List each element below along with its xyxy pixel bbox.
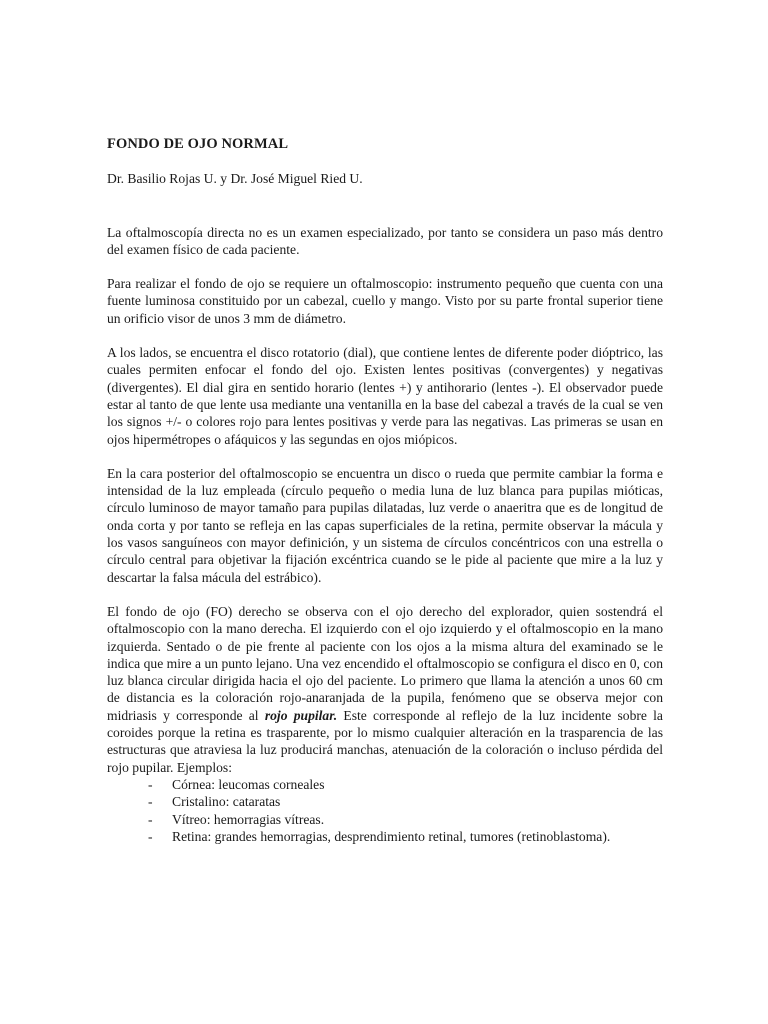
list-item-text: Cristalino: cataratas <box>172 794 281 810</box>
list-item <box>148 793 663 810</box>
paragraph: A los lados, se encuentra el disco rotatorio (dial), que contiene lentes de diferente poder dióptrico, las cuales permiten enfocar el fondo del ojo. Existen lentes positivas (convergentes) y negativas (divergentes). El dial gira en sentido horario (lentes +) y antihorario (lentes -). El observador puede estar al tanto de que lente usa mediante una ventanilla en la base del cabezal a través de la cual se ven los signos +/- o colores rojo para lentes positivas y verde para las negativas. Las primeras se usan en ojos hipermétropes o afáquicos y las segundas en ojos miópicos. <box>107 345 663 447</box>
list-bullet: - <box>148 776 153 792</box>
list-item-text: Retina: grandes hemorragias, desprendimiento retinal, tumores (retinoblastoma). <box>172 828 611 844</box>
list-bullet: - <box>148 794 153 810</box>
list-item-text: Vítreo: hemorragias vítreas. <box>172 811 325 827</box>
paragraph-text: Este corresponde al reflejo de la luz incidente sobre la coroides porque la retina es trasparente, por lo mismo cualquier alteración en la trasparencia de las estructuras que atraviesa la luz producirá manchas, atenuación de la coloración o incluso pérdida del rojo pupilar. Ejemplos: <box>107 707 663 775</box>
paragraph: Para realizar el fondo de ojo se requiere un oftalmoscopio: instrumento pequeño que cuenta con una fuente luminosa constituido por un cabezal, cuello y mango. Visto por su parte frontal superior tiene un orificio visor de unos 3 mm de diámetro. <box>107 276 663 326</box>
list-bullet: - <box>148 811 153 827</box>
list-item-text: Córnea: leucomas corneales <box>172 776 325 792</box>
paragraph: En la cara posterior del oftalmoscopio se encuentra un disco o rueda que permite cambiar la forma e intensidad de la luz empleada (círculo pequeño o media luna de luz blanca para pupilas mióticas, círculo luminoso de mayor tamaño para pupilas dilatadas, luz verde o anaeritra que es de longitud de onda corta y por tanto se refleja en las capas superficiales de la retina, permite observar la mácula y los vasos sanguíneos con mayor definición, y un sistema de círculos concéntricos con una estrella o círculo central para objetivar la fijación excéntrica cuando se le pide al paciente que mire a la luz y descartar la falsa mácula del estrábico). <box>107 465 663 585</box>
paragraph-fondo-de-ojo <box>107 603 663 776</box>
paragraph: La oftalmoscopía directa no es un examen especializado, por tanto se considera un paso más dentro del examen físico de cada paciente. <box>107 224 663 257</box>
list-item <box>148 811 663 828</box>
list-item <box>148 828 663 845</box>
list-item <box>148 776 663 793</box>
examples-list <box>107 776 663 845</box>
document-page <box>107 136 663 845</box>
emphasis-rojo-pupilar: rojo pupilar. <box>264 707 338 723</box>
list-bullet: - <box>148 828 153 844</box>
document-authors: Dr. Basilio Rojas U. y Dr. José Miguel Ried U. <box>107 171 363 187</box>
paragraph-text: El fondo de ojo (FO) derecho se observa con el ojo derecho del explorador, quien sostendrá el oftalmoscopio con la mano derecha. El izquierdo con el ojo izquierdo y el oftalmoscopio en la mano izquierda. Sentado o de pie frente al paciente con los ojos a la misma altura del examinado se le indica que mire a un punto lejano. Una vez encendido el oftalmoscopio se configura el disco en 0, con luz blanca circular dirigida hacia el ojo del paciente. Lo primero que llama la atención a unos 60 cm de distancia es la coloración rojo-anaranjada de la pupila, fenómeno que se observa mejor con midriasis y corresponde al <box>107 603 663 723</box>
document-title: FONDO DE OJO NORMAL <box>107 136 289 152</box>
